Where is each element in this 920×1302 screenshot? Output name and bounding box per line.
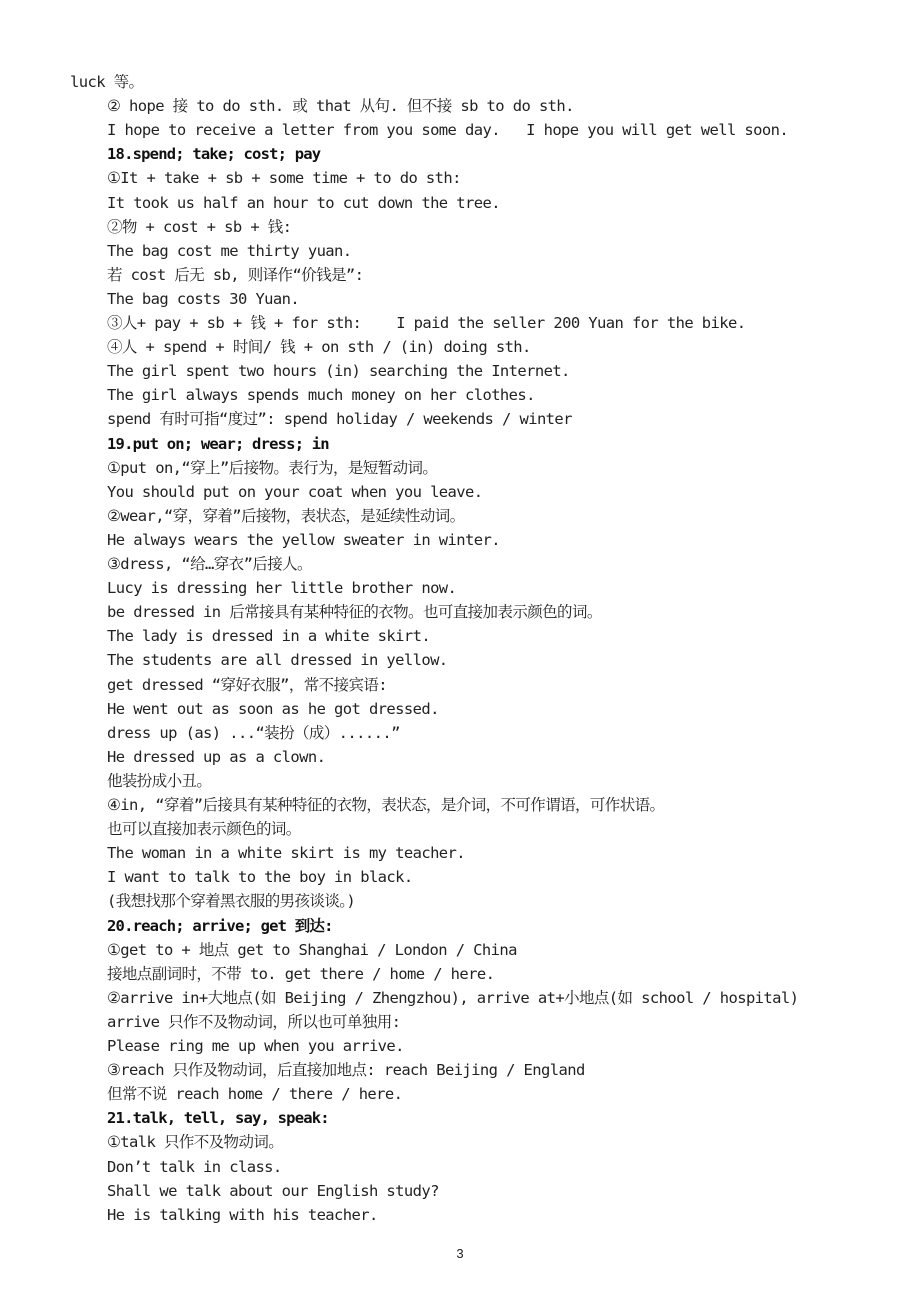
text-line: 也可以直接加表示颜色的词。 (107, 820, 301, 839)
text-line: The bag cost me thirty yuan. (107, 241, 352, 260)
text-line: The woman in a white skirt is my teacher. (107, 844, 466, 863)
text-line: He went out as soon as he got dressed. (107, 699, 439, 718)
text-line: Don’t talk in class. (107, 1157, 282, 1176)
text-line: ③reach 只作及物动词，后直接加地点: reach Beijing / England (107, 1061, 585, 1080)
text-line: Shall we talk about our English study? (107, 1181, 439, 1200)
text-line: get dressed “穿好衣服”，常不接宾语: (107, 675, 387, 694)
text-line: The students are all dressed in yellow. (107, 651, 448, 670)
text-line: 但常不说 reach home / there / here. (107, 1085, 403, 1104)
section-heading: 18.spend; take; cost; pay (107, 145, 321, 164)
section-heading: 20.reach; arrive; get 到达: (107, 916, 333, 935)
text-line: ①get to + 地点 get to Shanghai / London / China (107, 940, 517, 959)
text-line: be dressed in 后常接具有某种特征的衣物。也可直接加表示颜色的词。 (107, 603, 602, 622)
text-line: The girl spent two hours (in) searching the Internet. (107, 362, 570, 381)
text-line: spend 有时可指“度过”: spend holiday / weekends / winter (107, 410, 572, 429)
text-line: ①put on,“穿上”后接物。表行为，是短暂动词。 (107, 458, 438, 477)
text-line: 接地点副词时，不带 to. get there / home / here. (107, 964, 495, 983)
text-line: ③人+ pay + sb + 钱 + for sth: I paid the seller 200 Yuan for the bike. (107, 314, 746, 332)
text-line: Please ring me up when you arrive. (107, 1037, 404, 1055)
text-line: He always wears the yellow sweater in winter. (107, 530, 500, 549)
text-line: 若 cost 后无 sb, 则译作“价钱是”: (107, 265, 364, 284)
text-line: ②arrive in+大地点(如 Beijing / Zhengzhou), arrive at+小地点(如 school / hospital) (107, 988, 799, 1007)
section-heading: 19.put on; wear; dress; in (107, 434, 329, 453)
text-line: The bag costs 30 Yuan. (107, 289, 300, 308)
section-heading: 21.talk, tell, say, speak: (107, 1109, 329, 1128)
text-line: I hope to receive a letter from you some day. I hope you will get well soon. (107, 121, 789, 140)
text-line: 他装扮成小丑。 (107, 771, 212, 790)
text-line: The lady is dressed in a white skirt. (107, 627, 431, 646)
text-line: ④in, “穿着”后接具有某种特征的衣物，表状态，是介词，不可作谓语，可作状语。 (107, 796, 665, 814)
text-line: ②wear,“穿，穿着”后接物，表状态，是延续性动词。 (107, 506, 465, 525)
text-line: You should put on your coat when you leave. (107, 482, 483, 501)
text-line: ② hope 接 to do sth. 或 that 从句. 但不接 sb to do sth. (107, 97, 574, 116)
page-number: 3 (456, 1246, 464, 1261)
text-line: (我想找那个穿着黑衣服的男孩谈谈。) (107, 892, 356, 911)
text-line: He is talking with his teacher. (107, 1205, 378, 1224)
text-line: dress up (as) ...“装扮（成）......” (107, 723, 400, 742)
text-line: arrive 只作不及物动词，所以也可单独用: (107, 1012, 401, 1031)
text-line: Lucy is dressing her little brother now. (107, 579, 457, 598)
text-line: ④人 + spend + 时间/ 钱 + on sth / (in) doing sth. (107, 338, 531, 357)
text-line: ③dress, “给…穿衣”后接人。 (107, 555, 312, 573)
text-line: He dressed up as a clown. (107, 747, 326, 766)
text-line: I want to talk to the boy in black. (107, 868, 413, 887)
text-line: ②物 + cost + sb + 钱: (107, 217, 292, 236)
text-line: luck 等。 (70, 73, 144, 91)
text-line: The girl always spends much money on her clothes. (107, 386, 535, 405)
text-line: ①talk 只作不及物动词。 (107, 1133, 284, 1152)
text-line: ①It + take + sb + some time + to do sth: (107, 169, 461, 188)
text-line: It took us half an hour to cut down the tree. (107, 193, 500, 212)
